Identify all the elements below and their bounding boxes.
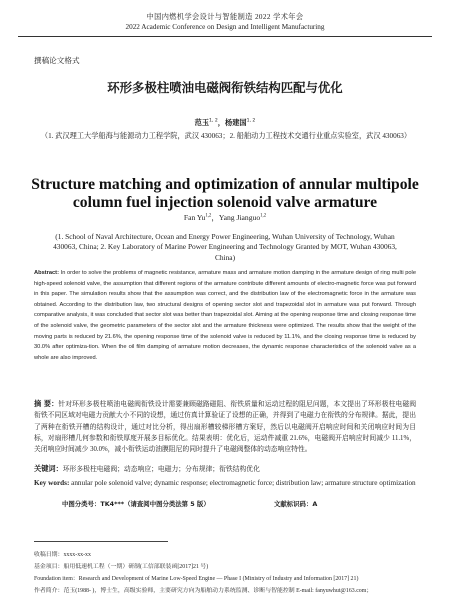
footnote-author-bio: 作者简介：范玉(1988- )，博士生，高级实验师，主要研究方向为船舶动力系统监测、诊断与智能控制 E-mail: fanyuwhut@163.com； <box>34 588 373 594</box>
footnote-fund-en: Foundation item：Research and Development of Marine Low-Speed Engine — Phase I (Ministry of Industry and Information [2017] 21) <box>34 576 359 582</box>
author-en-separator: ， <box>211 213 219 222</box>
running-header-cn: 中国内燃机学会设计与智能制造 2022 学术年会 <box>146 13 304 21</box>
keywords-cn-label: 关键词： <box>34 464 63 473</box>
authors-cn <box>0 118 450 128</box>
abstract-en-text: In order to solve the problems of magnetic resistance, armature mass and armature motion damping in the armature design of ring multi pole high-speed solenoid valve, the assumption that different regions of the armature contribute different amounts of electro-magnetic force was put forward in this paper. The simulation results show that the assumption was correct, and the distribution law of the electromagnetic force in the armature was obtained. According to the distribution law, two structural designs of opening sector slot and trapezoidal slot in armature was put forward. Through comparative analysis, it was concluded that sector slot was better than trapezoidal slot. Aiming at the opening response time and closing response time of the solenoid valve, the geometric parameters of the sector slot and the armature thickness were optimized. The results show that the weight of the moving parts is reduced by 21.6%, the opening response time of the solenoid valve is reduced by 11.1%, and the closing response time is reduced by 30.0% after optimiza-tion. When the oil film damping of armature motion decreases, the dynamic response characteristics of the solenoid valve as a whole are also improved. <box>34 270 416 361</box>
author-cn-2: 杨建国 <box>225 118 247 127</box>
author-cn-2-affil: 1, 2 <box>246 118 256 124</box>
authors-en <box>0 212 450 223</box>
abstract-cn-text: 针对环形多极柱喷油电磁阀衔铁设计需要兼顾磁路磁阻、衔铁质量和运动过程的阻尼问题，本文提出了环形极柱电磁阀衔铁不同区域对电磁力贡献大小不同的设想，通过仿真计算验证了设想的正确，并得到了电磁力在衔铁的分布规律。据此，提出了两种在衔铁开槽的结构设计，通过对比分析，得出扇形槽较梯形槽方案好，然后以电磁阀开启响应时间和关闭响应时间为目标，对扇形槽几何参数和衔铁厚度开展多目标优化。结果表明：优化后，运动件减重 21.6%，电磁阀开启响应时间减少 11.1%，关闭响应时间减少 30.0%，减小衔铁运动油膜阻尼的同时提升了电磁阀整体的动态响应特性。 <box>34 401 417 454</box>
classification-number: 中图分类号：TK4***（请查阅中图分类法第 5 版） <box>62 500 210 508</box>
keywords-cn <box>34 463 416 474</box>
keywords-en-label: Key words: <box>34 479 70 487</box>
author-en-1: Fan Yu <box>183 213 206 222</box>
author-cn-1: 范玉 <box>194 118 210 127</box>
title-en: Structure matching and optimization of annular multipole column fuel injection solenoid valve armature <box>31 176 419 211</box>
title-cn: 环形多极柱喷油电磁阀衔铁结构匹配与优化 <box>107 80 343 95</box>
footnote-fund-cn: 基金项目：船用低速机工程（一期）研制(工信部联装函[2017]21 号) <box>34 564 209 570</box>
document-code: 文献标识码：A <box>274 500 318 508</box>
abstract-cn-label: 摘 要： <box>34 399 59 408</box>
paper-type-label: 撰稿论文格式 <box>34 56 80 65</box>
author-cn-1-affil: 1, 2 <box>209 118 218 124</box>
affiliation-en: (1. School of Naval Architecture, Ocean and Energy Power Engineering, Wuhan University of Technology, Wuhan 430063, China; 2. Key Laboratory of Marine Power Engineering and Technology Granted by MOT, Wuhan 430063, China) <box>53 232 397 262</box>
footnote-rule <box>34 541 168 542</box>
author-en-2-affil: 1,2 <box>260 213 267 219</box>
author-cn-separator: ， <box>217 118 225 127</box>
author-en-1-affil: 1,2 <box>205 213 212 219</box>
author-en-2: Yang Jianguo <box>218 213 261 222</box>
footnote-received: 收稿日期：xxxx-xx-xx <box>34 552 91 558</box>
keywords-en <box>34 478 416 488</box>
affiliation-cn: （1. 武汉理工大学船海与能源动力工程学院，武汉 430063；2. 船舶动力工程技术交通行业重点实验室，武汉 430063） <box>40 132 412 140</box>
header-rule <box>18 36 432 37</box>
keywords-cn-text: 环形多极柱电磁阀；动态响应；电磁力；分布规律；衔铁结构优化 <box>62 466 260 473</box>
abstract-en-label: Abstract: <box>34 270 59 276</box>
keywords-en-text: annular pole solenoid valve; dynamic response; electromagnetic force; distribution law; armature structure optimization <box>71 479 416 487</box>
abstract-en <box>34 268 416 363</box>
abstract-cn <box>34 398 416 455</box>
running-header-en: 2022 Academic Conference on Design and Intelligent Manufacturing <box>125 23 325 31</box>
